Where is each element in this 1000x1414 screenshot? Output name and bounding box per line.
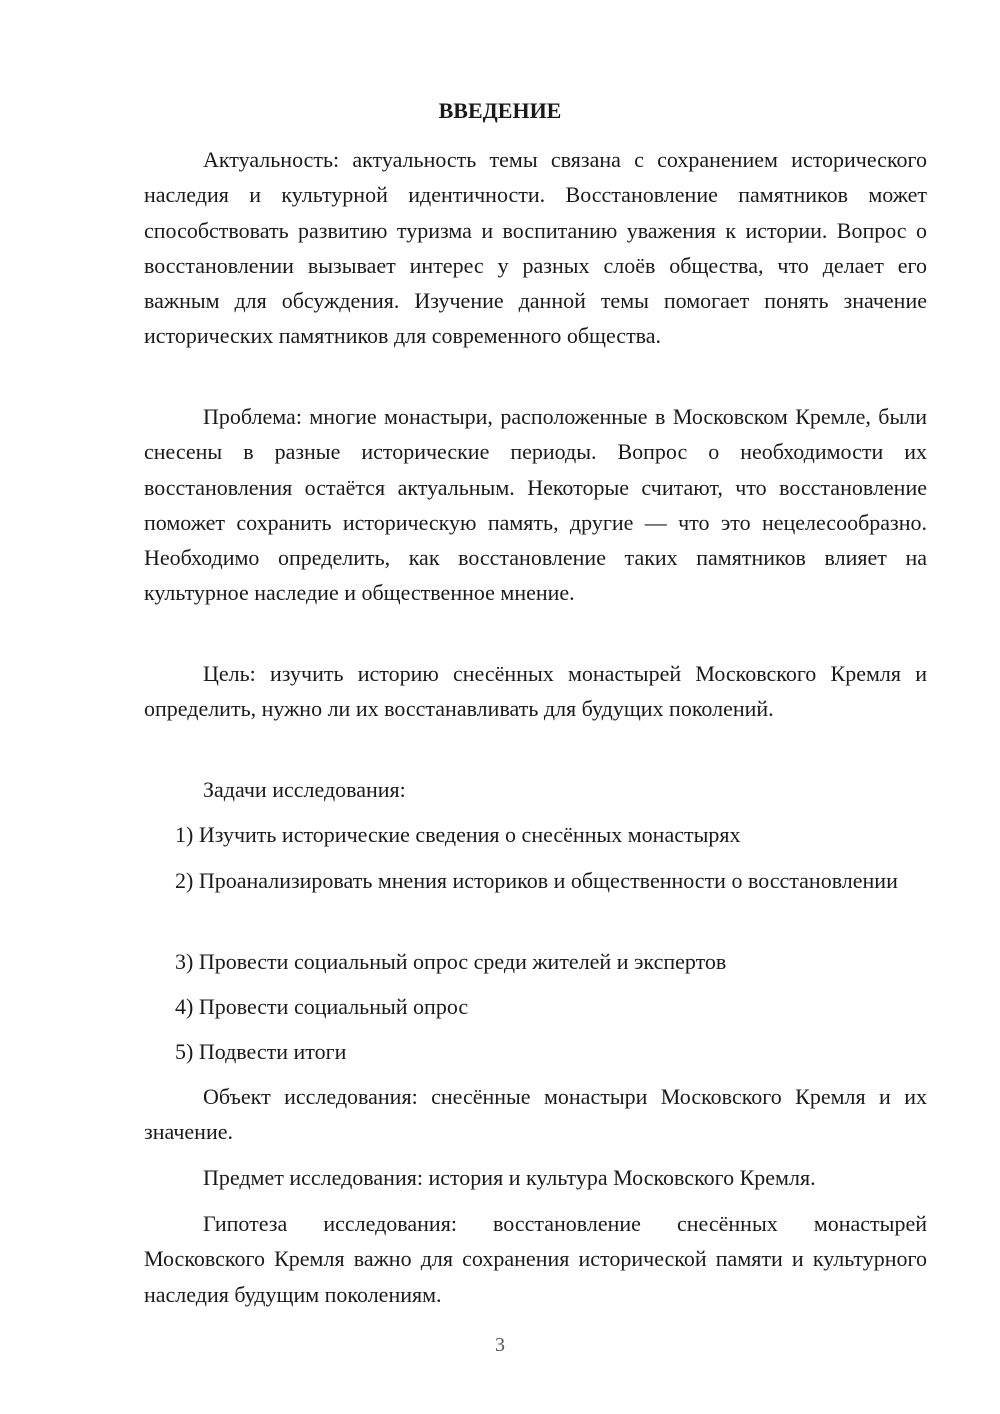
task-item-3: 3) Провести социальный опрос среди жителей и экспертов	[175, 949, 727, 974]
page-number: 3	[495, 1334, 505, 1356]
task-item-1: 1) Изучить исторические сведения о снесённых монастырях	[175, 822, 741, 847]
task-item-5: 5) Подвести итоги	[175, 1039, 347, 1064]
tasks-title: Задачи исследования:	[203, 777, 406, 802]
task-item-4: 4) Провести социальный опрос	[175, 994, 469, 1019]
task-item-2: 2) Проанализировать мнения историков и общественности о восстановлении	[175, 868, 898, 893]
paragraph-hypothesis: Гипотеза исследования: восстановление снесённых монастырей Московского Кремля важно для сохранения исторической памяти и культурного наследия будущим поколениям.	[144, 1211, 927, 1307]
page-title: ВВЕДЕНИЕ	[438, 98, 562, 123]
paragraph-object: Объект исследования: снесённые монастыри Московского Кремля и их значение.	[144, 1084, 927, 1145]
paragraph-subject: Предмет исследования: история и культура Московского Кремля.	[203, 1165, 816, 1190]
paragraph-problem: Проблема: многие монастыри, расположенные в Московском Кремле, были снесены в разные исторические периоды. Вопрос о необходимости их восстановления остаётся актуальным. Некоторые считают, что восстановление поможет сохранить историческую память, другие — что это нецелесообразно. Необходимо определить, как восстановление таких памятников влияет на культурное наследие и общественное мнение.	[144, 404, 927, 606]
paragraph-relevance: Актуальность: актуальность темы связана с сохранением исторического наследия и культурной идентичности. Восстановление памятников может способствовать развитию туризма и воспитанию уважения к истории. Вопрос о восстановлении вызывает интерес у разных слоёв общества, что делает его важным для обсуждения. Изучение данной темы помогает понять значение исторических памятников для современного общества.	[144, 147, 927, 349]
paragraph-goal: Цель: изучить историю снесённых монастырей Московского Кремля и определить, нужно ли их восстанавливать для будущих поколений.	[144, 661, 927, 722]
